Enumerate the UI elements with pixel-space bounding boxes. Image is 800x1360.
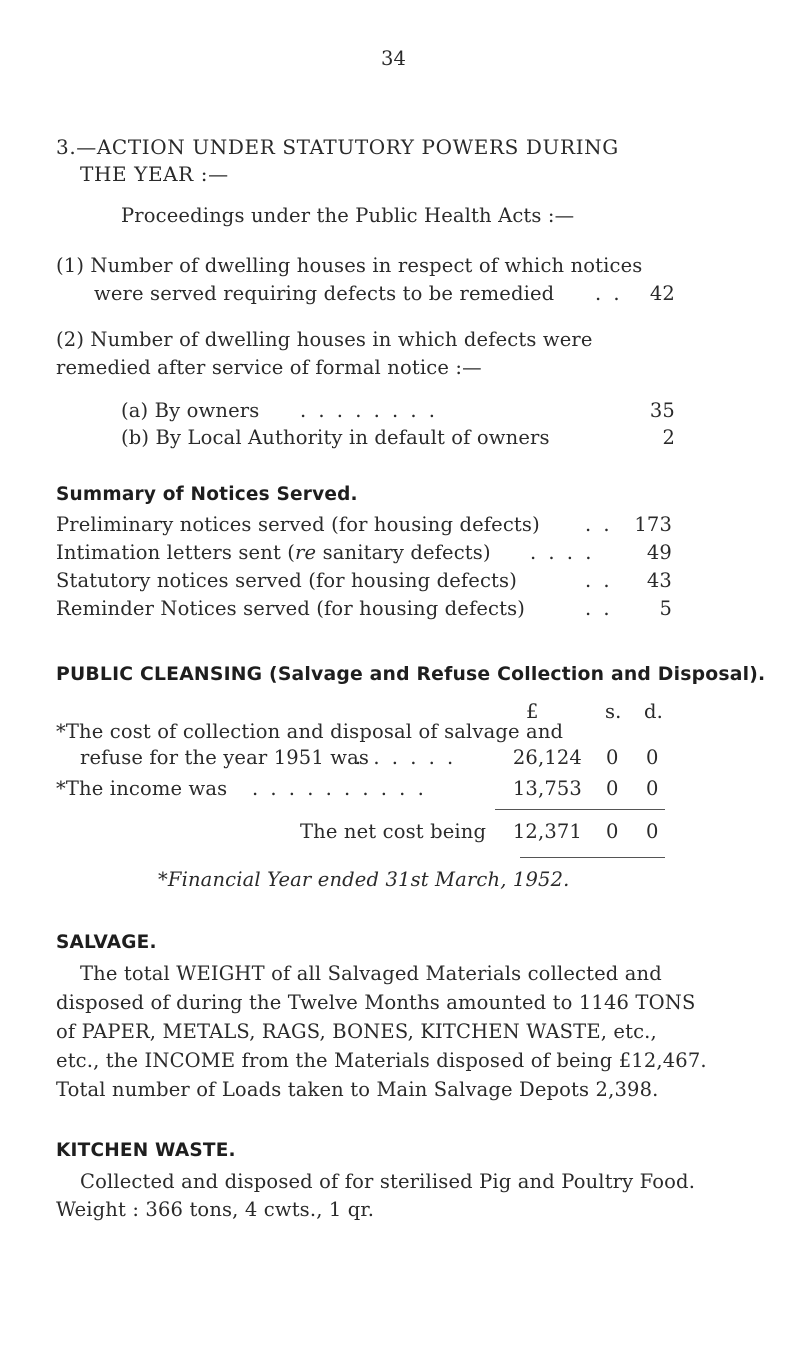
summary-row-label: Statutory notices served (for housing defects): [56, 569, 517, 592]
summary-row-value: 49: [646, 541, 672, 564]
page-number: 34: [381, 47, 407, 70]
summary-row-value: 43: [646, 569, 672, 592]
cost-pence: 0: [646, 746, 659, 769]
shillings-header: s.: [605, 700, 622, 723]
salvage-paragraph-line: of PAPER, METALS, RAGS, BONES, KITCHEN WASTE, etc.,: [56, 1020, 657, 1043]
financial-year-footnote: [158, 868, 569, 891]
item1-value: 42: [649, 282, 675, 305]
summary-row-label: [56, 541, 491, 564]
income-label: *The income was: [56, 777, 228, 800]
income-shillings: 0: [606, 777, 619, 800]
cost-shillings: 0: [606, 746, 619, 769]
summary-row-label-italic: re: [295, 541, 317, 564]
section-heading-line1: 3.—ACTION UNDER STATUTORY POWERS DURING: [56, 135, 619, 159]
cost-leader: . . . . . .: [355, 746, 457, 769]
summary-row-label-suffix: sanitary defects): [316, 541, 491, 564]
summary-row-label-prefix: Intimation letters sent (: [56, 541, 296, 564]
income-pence: 0: [646, 777, 659, 800]
item2a-label: (a) By owners: [121, 399, 260, 422]
net-pounds: 12,371: [512, 820, 582, 843]
kitchen-waste-heading: KITCHEN WASTE.: [56, 1140, 236, 1161]
section-heading-line2: THE YEAR :—: [80, 162, 229, 186]
cost-pounds: 26,124: [512, 746, 582, 769]
item2a-leader: . . . . . . . .: [300, 399, 438, 422]
net-cost-label: The net cost being: [300, 820, 487, 843]
summary-row-leader: . . . .: [530, 541, 595, 564]
salvage-paragraph-line: etc., the INCOME from the Materials disposed of being £12,467.: [56, 1049, 707, 1072]
item1-leader: . .: [595, 282, 623, 305]
section-subheading: Proceedings under the Public Health Acts :—: [121, 204, 575, 227]
item2-text-line2: remedied after service of formal notice :—: [56, 356, 482, 379]
salvage-paragraph-line: disposed of during the Twelve Months amounted to 1146 TONS: [56, 991, 696, 1014]
pence-header: d.: [644, 700, 663, 723]
public-cleansing-heading: PUBLIC CLEANSING (Salvage and Refuse Collection and Disposal).: [56, 664, 766, 685]
subtotal-rule: [495, 809, 665, 810]
total-rule: [520, 857, 665, 858]
summary-row-value: 5: [659, 597, 672, 620]
item2b-label: (b) By Local Authority in default of owners: [121, 426, 550, 449]
summary-row-leader: . .: [585, 513, 613, 536]
kitchen-waste-line: Weight : 366 tons, 4 cwts., 1 qr.: [56, 1198, 375, 1221]
cost-label-line2: refuse for the year 1951 was: [80, 746, 370, 769]
item2a-value: 35: [649, 399, 675, 422]
item1-text-line1: (1) Number of dwelling houses in respect of which notices: [56, 254, 643, 277]
income-leader: . . . . . . . . . .: [252, 777, 427, 800]
salvage-paragraph-line: Total number of Loads taken to Main Salvage Depots 2,398.: [56, 1078, 659, 1101]
footnote-text: Financial Year ended 31st March, 1952.: [167, 868, 570, 891]
item2-text-line1: (2) Number of dwelling houses in which defects were: [56, 328, 593, 351]
kitchen-waste-line: Collected and disposed of for sterilised Pig and Poultry Food.: [80, 1170, 696, 1193]
summary-row-label: Preliminary notices served (for housing defects): [56, 513, 540, 536]
summary-row-value: 173: [634, 513, 672, 536]
item2b-value: 2: [662, 426, 675, 449]
summary-row-label: Reminder Notices served (for housing defects): [56, 597, 526, 620]
salvage-heading: SALVAGE.: [56, 932, 157, 953]
item1-text-line2: were served requiring defects to be remedied: [94, 282, 555, 305]
summary-row-leader: . .: [585, 597, 613, 620]
income-pounds: 13,753: [512, 777, 582, 800]
summary-row-leader: . .: [585, 569, 613, 592]
net-shillings: 0: [606, 820, 619, 843]
cost-label-line1: *The cost of collection and disposal of salvage and: [56, 720, 564, 743]
pounds-header: £: [526, 700, 539, 723]
salvage-paragraph-line: The total WEIGHT of all Salvaged Materials collected and: [80, 962, 662, 985]
summary-heading: Summary of Notices Served.: [56, 484, 358, 505]
footnote-marker: *: [158, 868, 168, 891]
net-pence: 0: [646, 820, 659, 843]
